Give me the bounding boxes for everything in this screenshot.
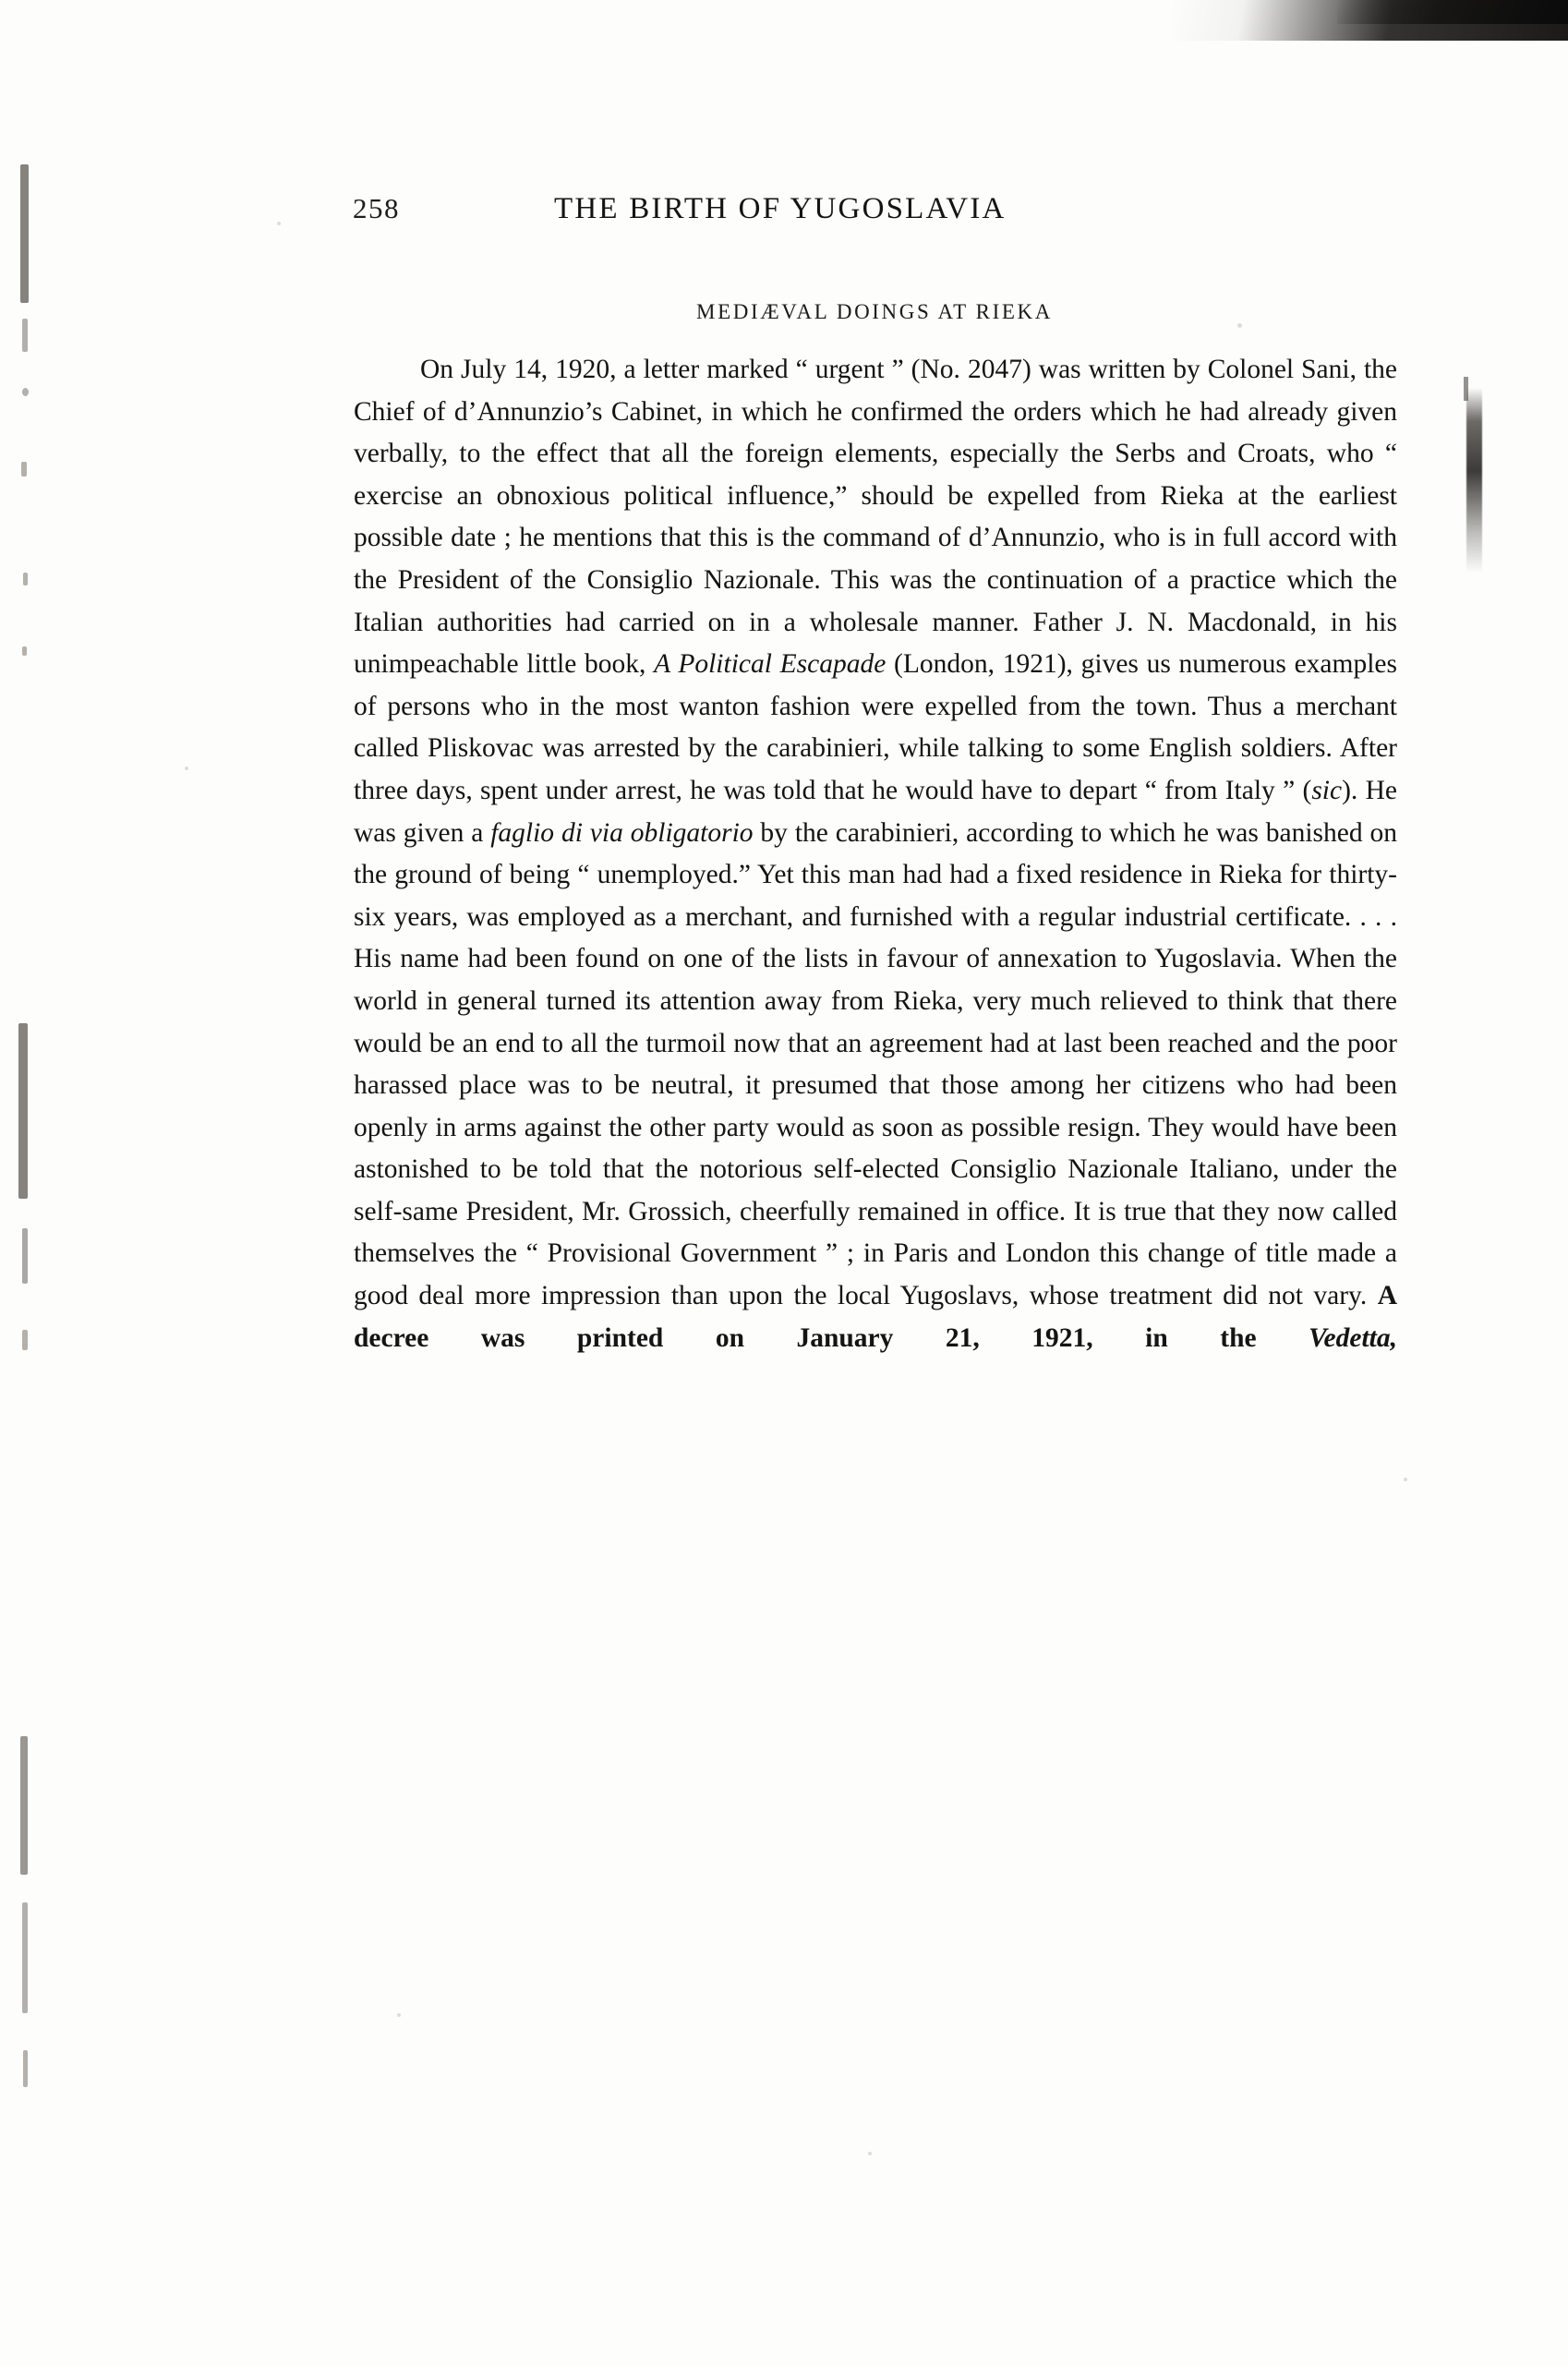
binding-mark (20, 164, 29, 303)
binding-fleck (22, 646, 27, 656)
running-head: THE BIRTH OF YUGOSLAVIA (554, 192, 1007, 225)
body-paragraph: On July 14, 1920, a letter marked “ urgent ” (No. 2047) was written by Colonel Sani, the Chief of d’Annunzio’s Cabinet, in which he confirmed the orders which he had already given verbally, to the effect that all the foreign elements, especially the Serbs and Croats, who “ exercise an obnoxious political influence,” should be expelled from Rieka at the earliest possible date ; he mentions that this is the command of d’Annunzio, who is in full accord with the President of the Consiglio Nazionale. This was the continuation of a practice which the Italian authorities had carried on in a wholesale manner. Father J. N. Macdonald, in his unimpeachable little book, A Political Escapade (London, 1921), gives us numerous examples of persons who in the most wanton fashion were expelled from the town. Thus a merchant called Pliskovac was arrested by the carabinieri, while talking to some English soldiers. After three days, spent under arrest, he was told that he would have to depart “ from Italy ” (sic). He was given a faglio di via obligatorio by the carabinieri, according to which he was banished on the ground of being “ unemployed.” Yet this man had had a fixed residence in Rieka for thirty-six years, was employed as a merchant, and furnished with a regular industrial certificate. . . . His name had been found on one of the lists in favour of annexation to Yugoslavia. When the world in general turned its attention away from Rieka, very much relieved to think that there would be an end to all the turmoil now that an agreement had at last been reached and the poor harassed place was to be neutral, it presumed that those among her citizens who had been openly in arms against the other party would as soon as possible resign. They would have been astonished to be told that the notorious self-elected Consiglio Nazionale Italiano, under the self-same President, Mr. Grossich, cheerfully remained in office. It is true that they now called themselves the “ Provisional Government ” ; in Paris and London this change of title made a good deal more impression than upon the local Yugoslavs, whose treatment did not vary. A decree was printed on January 21, 1921, in the Vedetta, (354, 355, 1398, 1353)
binding-fleck (22, 388, 29, 396)
margin-ink-smudge (1466, 388, 1482, 573)
paper-speck (868, 2152, 872, 2155)
section-subheading: MEDIÆVAL DOINGS AT RIEKA (696, 300, 1053, 323)
binding-mark (18, 1023, 28, 1199)
binding-mark (22, 1228, 28, 1284)
paper-speck (185, 767, 188, 770)
paper-speck (277, 222, 281, 225)
scan-shadow-top-right-core (1337, 0, 1568, 24)
body-text-block (354, 349, 1397, 1402)
binding-mark (22, 319, 28, 352)
binding-fleck (21, 462, 27, 477)
binding-mark (22, 1902, 28, 2013)
binding-fleck (23, 2050, 28, 2087)
binding-fleck (22, 1330, 28, 1350)
paper-speck (397, 2013, 401, 2017)
binding-fleck (23, 573, 28, 585)
paper-speck (1404, 1478, 1407, 1481)
binding-mark (20, 1736, 28, 1875)
page-header (353, 192, 1276, 226)
page-number: 258 (353, 192, 400, 224)
